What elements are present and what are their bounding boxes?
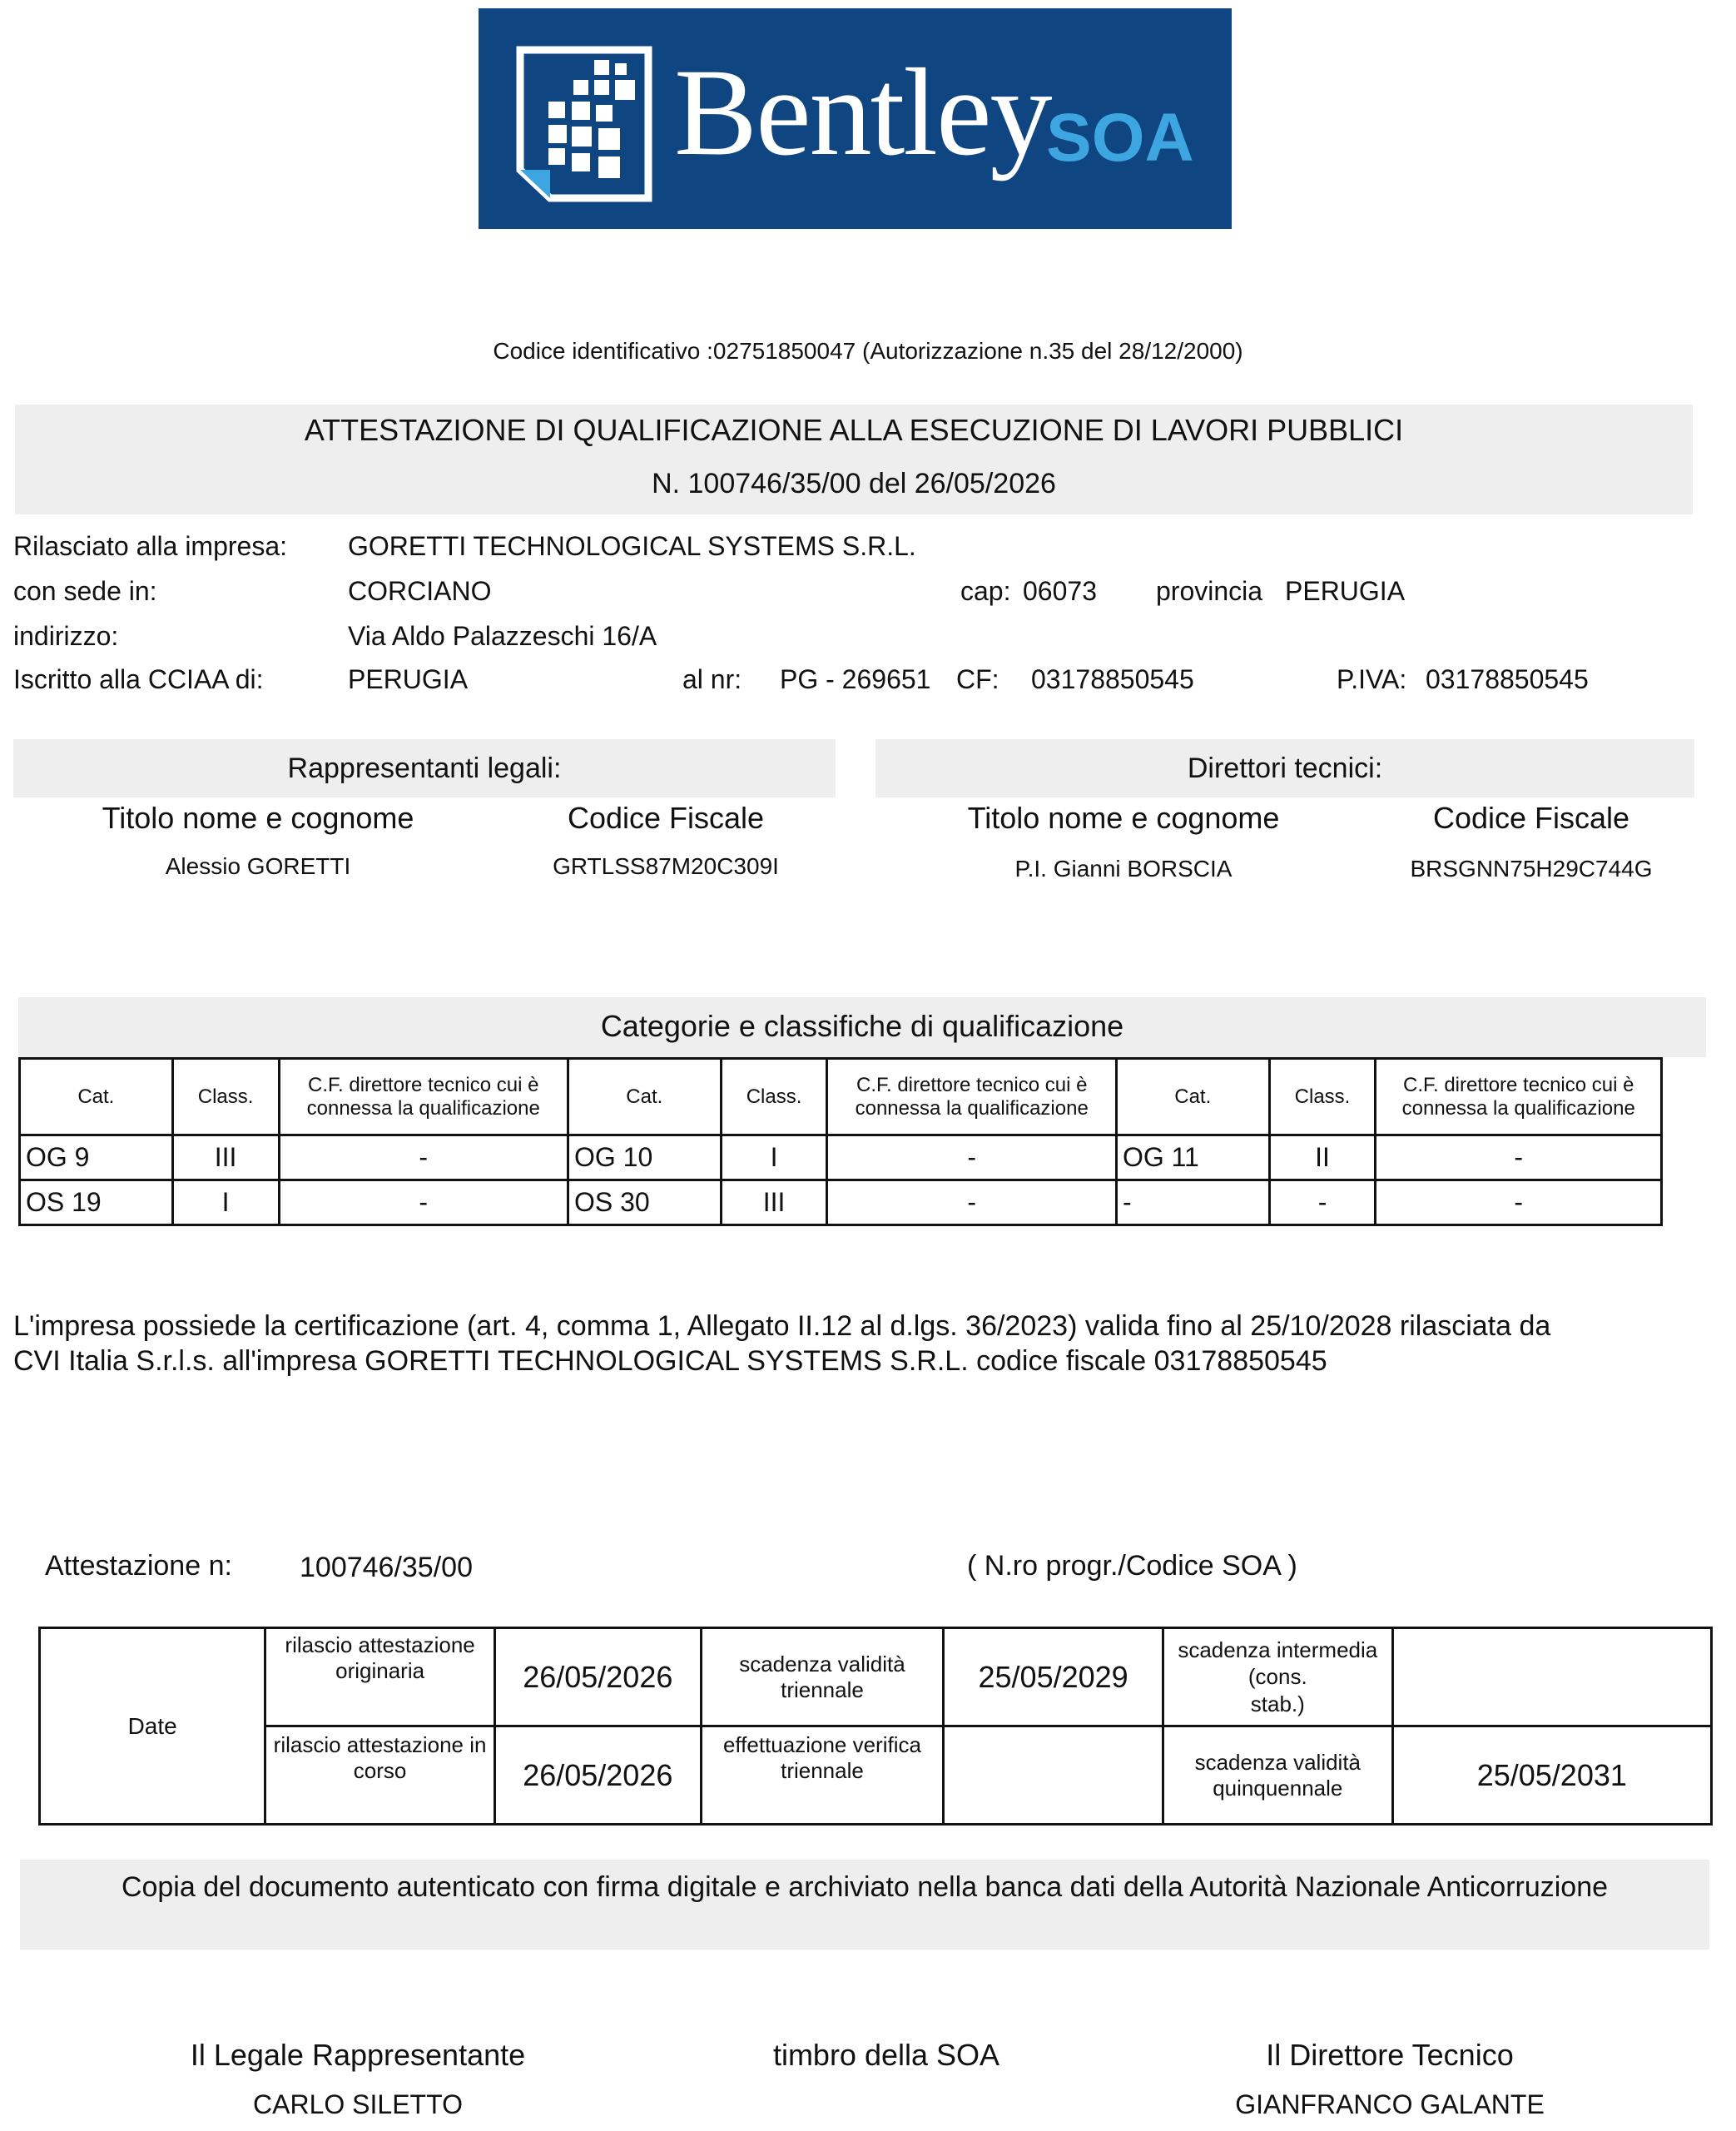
- quinquennial-expiry-value: 25/05/2031: [1392, 1726, 1711, 1825]
- director-signature-name: GIANFRANCO GALANTE: [1235, 2089, 1545, 2119]
- address-value: Via Aldo Palazzeschi 16/A: [348, 621, 657, 651]
- original-issue-label: rilascio attestazione originaria: [265, 1628, 495, 1726]
- seat-label: con sede in:: [13, 576, 157, 606]
- intermediate-label-line-2: (cons.: [1247, 1664, 1307, 1690]
- director-signature-title: Il Direttore Tecnico: [1266, 2038, 1514, 2072]
- bentley-soa-logo: [479, 8, 1232, 229]
- province-value: PERUGIA: [1285, 576, 1406, 606]
- col-cat: Cat.: [568, 1059, 721, 1135]
- cciaa-value: PERUGIA: [348, 664, 469, 694]
- class-cell: III: [172, 1135, 279, 1180]
- legal-rep-signature-name: CARLO SILETTO: [253, 2089, 463, 2119]
- logo-brand-suffix: SOA: [1046, 100, 1194, 176]
- logo-brand-text: Bentley: [674, 43, 1051, 181]
- legal-reps-heading: Rappresentanti legali:: [287, 753, 562, 784]
- cf-cell: -: [827, 1135, 1116, 1180]
- tech-director-name: P.I. Gianni BORSCIA: [1014, 856, 1233, 882]
- id-line: Codice identificativo :02751850047 (Autorizzazione n.35 del 28/12/2000): [493, 338, 1243, 364]
- alnr-value: PG - 269651: [780, 664, 931, 694]
- cat-cell: OG 9: [20, 1135, 173, 1180]
- col-cat: Cat.: [20, 1059, 173, 1135]
- col-cf: C.F. direttore tecnico cui è connessa la qualificazione: [827, 1059, 1116, 1135]
- current-issue-label: rilascio attestazione in corso: [265, 1726, 495, 1825]
- alnr-label: al nr:: [682, 664, 742, 694]
- soa-stamp-label: timbro della SOA: [772, 2038, 1000, 2072]
- footer-note: Copia del documento autenticato con firma digitale e archiviato nella banca dati della Autorità Nazionale Anticorruzione: [121, 1871, 1609, 1903]
- col-cf: C.F. direttore tecnico cui è connessa la qualificazione: [279, 1059, 568, 1135]
- class-cell: I: [172, 1180, 279, 1225]
- legal-reps-col-cf: Codice Fiscale: [567, 801, 765, 835]
- table-row: [20, 1135, 1662, 1180]
- table-row: [20, 1180, 1662, 1225]
- cf-cell: -: [279, 1180, 568, 1225]
- piva-value: 03178850545: [1426, 664, 1589, 694]
- col-class: Class.: [721, 1059, 827, 1135]
- triennial-expiry-label: scadenza validità triennale: [701, 1628, 944, 1726]
- cf-cell: -: [1376, 1180, 1662, 1225]
- province-label: provincia: [1156, 576, 1263, 606]
- triennial-check-label: effettuazione verifica triennale: [701, 1726, 944, 1825]
- legal-rep-name: Alessio GORETTI: [165, 853, 351, 879]
- certification-line-1: L'impresa possiede la certificazione (art. 4, comma 1, Allegato II.12 al d.lgs. 36/2023) valida fino al 25/10/2028 rilasciata da: [13, 1310, 1551, 1342]
- tech-director-cf: BRSGNN75H29C744G: [1410, 856, 1653, 882]
- cat-cell: -: [1116, 1180, 1269, 1225]
- logo-mark-icon: [515, 45, 652, 203]
- address-label: indirizzo:: [13, 621, 119, 651]
- attestation-note: ( N.ro progr./Codice SOA ): [967, 1550, 1297, 1582]
- cf-value: 03178850545: [1031, 664, 1194, 694]
- legal-rep-signature-title: Il Legale Rappresentante: [190, 2038, 526, 2072]
- intermediate-label-line-1: scadenza intermedia: [1178, 1637, 1378, 1662]
- categories-heading: Categorie e classifiche di qualificazione: [600, 1009, 1124, 1043]
- dates-label: Date: [40, 1628, 265, 1825]
- document-title: ATTESTAZIONE DI QUALIFICAZIONE ALLA ESECUZIONE DI LAVORI PUBBLICI: [304, 413, 1404, 447]
- dates-table: [38, 1627, 1713, 1826]
- intermediate-expiry-label: [1163, 1628, 1392, 1726]
- current-issue-value: 26/05/2026: [494, 1726, 701, 1825]
- cat-cell: OG 11: [1116, 1135, 1269, 1180]
- cciaa-label: Iscritto alla CCIAA di:: [13, 664, 264, 694]
- col-cat: Cat.: [1116, 1059, 1269, 1135]
- tech-directors-heading: Direttori tecnici:: [1187, 753, 1383, 784]
- cap-label: cap:: [960, 576, 1011, 606]
- tech-directors-col-name: Titolo nome e cognome: [967, 801, 1280, 835]
- col-class: Class.: [172, 1059, 279, 1135]
- cat-cell: OG 10: [568, 1135, 721, 1180]
- company-name: GORETTI TECHNOLOGICAL SYSTEMS S.R.L.: [348, 531, 916, 561]
- issued-label: Rilasciato alla impresa:: [13, 531, 288, 561]
- cat-cell: OS 19: [20, 1180, 173, 1225]
- dates-row-2: [40, 1726, 1712, 1825]
- cf-label: CF:: [956, 664, 999, 694]
- categories-table: [18, 1057, 1663, 1226]
- class-cell: I: [721, 1135, 827, 1180]
- cat-cell: OS 30: [568, 1180, 721, 1225]
- attestation-value: 100746/35/00: [300, 1552, 473, 1583]
- dates-row-1: [40, 1628, 1712, 1726]
- intermediate-label-line-3: stab.): [1250, 1691, 1305, 1716]
- cf-cell: -: [279, 1135, 568, 1180]
- legal-reps-col-name: Titolo nome e cognome: [102, 801, 414, 835]
- certification-line-2: CVI Italia S.r.l.s. all'impresa GORETTI TECHNOLOGICAL SYSTEMS S.R.L. codice fiscale 03178850545: [13, 1345, 1327, 1377]
- categories-header-row: [20, 1059, 1662, 1135]
- cap-value: 06073: [1023, 576, 1097, 606]
- legal-rep-cf: GRTLSS87M20C309I: [553, 853, 779, 879]
- document-number: N. 100746/35/00 del 26/05/2026: [652, 468, 1056, 499]
- triennial-expiry-value: 25/05/2029: [944, 1628, 1163, 1726]
- col-cf: C.F. direttore tecnico cui è connessa la qualificazione: [1376, 1059, 1662, 1135]
- class-cell: -: [1269, 1180, 1376, 1225]
- col-class: Class.: [1269, 1059, 1376, 1135]
- attestation-label: Attestazione n:: [45, 1550, 232, 1582]
- class-cell: II: [1269, 1135, 1376, 1180]
- intermediate-expiry-value: [1392, 1628, 1711, 1726]
- class-cell: III: [721, 1180, 827, 1225]
- cf-cell: -: [1376, 1135, 1662, 1180]
- piva-label: P.IVA:: [1337, 664, 1407, 694]
- triennial-check-value: [944, 1726, 1163, 1825]
- quinquennial-expiry-label: scadenza validità quinquennale: [1163, 1726, 1392, 1825]
- original-issue-value: 26/05/2026: [494, 1628, 701, 1726]
- cf-cell: -: [827, 1180, 1116, 1225]
- tech-directors-col-cf: Codice Fiscale: [1432, 801, 1630, 835]
- seat-value: CORCIANO: [348, 576, 492, 606]
